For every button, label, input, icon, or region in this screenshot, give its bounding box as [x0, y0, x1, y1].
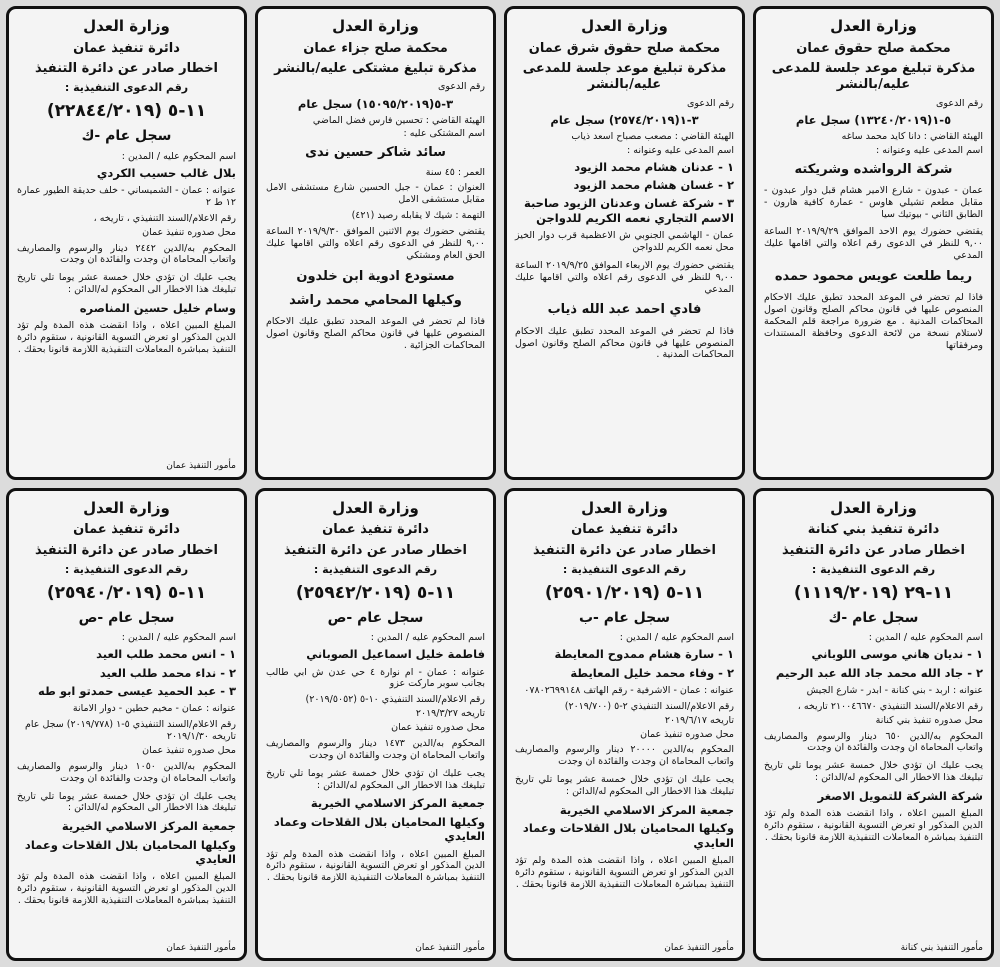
defendant-address: العنوان : عمان - جبل الحسين شارع مستشفى الامل مقابل مستشفى الامل: [266, 182, 485, 206]
defendant-label: اسم المشتكى عليه :: [403, 128, 485, 140]
defendant-name: ٣ - عبد الحميد عيسى حمدتو ابو طه: [38, 683, 236, 698]
case-number: ١١-٥ (٢٥٩٠١/٢٠١٩): [544, 582, 705, 603]
case-number: ١١-٥ (٢٢٨٤٤/٢٠١٩): [46, 101, 207, 121]
warning-text: المبلغ المبين اعلاه ، واذا انقضت هذه المدة ولم تؤد الدين المذكور او تعرض التسوية القانونية ، ستقوم دائرة التنفيذ بمباشرة المعاملات التنفيذية اللازمة قانونا بحقك .: [17, 871, 236, 907]
amount-text: المحكوم به/الدين ٢٤٤٢ دينار والرسوم والمصاريف واتعاب المحاماة ان وجدت والفائدة ان وجدت: [17, 242, 236, 266]
defendant-name: ٢ - نداء محمد طلب العيد: [99, 665, 236, 680]
case-number: ٣-٥(١٥٠٩٥/٢٠١٩) سجل عام: [297, 97, 454, 112]
document-label: رقم الاعلام/السند التنفيذي ٥-١ (٢٠١٩/٧٧٨) سجل عام تاريخه ٢٠١٩/١/٣٠: [24, 719, 236, 742]
department-name: دائرة تنفيذ عمان: [322, 522, 429, 538]
defendant-address: عنوانه : عمان - مخيم حطين - دوار الامانة: [72, 703, 236, 715]
register-label: سجل عام -ك: [81, 128, 172, 145]
department-name: دائرة تنفيذ عمان: [73, 40, 180, 56]
document-date: تاريخه ٢٠١٩/٣/٢٧: [415, 708, 485, 720]
defendant-name: بلال غالب حسيب الكردي: [96, 165, 236, 180]
case-number: ١١-٢٩ (١١١٩/٢٠١٩): [793, 582, 954, 603]
department-name: دائرة تنفيذ بني كنانة: [807, 522, 940, 538]
defendant-address: عنوانه : عمان - ام نوارة ٤ حي عدن ش ابي طالب بجانب سوبر ماركت عزو: [266, 666, 485, 690]
case-label: رقم الدعوى التنفيذية :: [313, 562, 438, 576]
defendant-name: ٢ - جاد الله محمد جاد الله عبد الرحيم: [775, 665, 983, 680]
case-number: ١١-٥ (٢٥٩٤٢/٢٠١٩): [295, 582, 456, 603]
judge-line: الهيئة القاضي : تحسين فارس فضل الماضي: [312, 114, 485, 126]
agent-name: وكيلها المحاميان بلال القلاحات وعماد العايدي: [273, 814, 485, 844]
defendant-label: اسم المحكوم عليه / المدين :: [121, 150, 236, 162]
defendant-name: ١ - انس محمد طلب العيد: [96, 647, 236, 662]
officer-signature: مأمور التنفيذ عمان: [664, 942, 734, 953]
creditor-name: جمعية المركز الاسلامي الخيرية: [310, 796, 485, 811]
ministry-title: وزارة العدل: [581, 17, 668, 35]
case-number: ٣-١(٢٥٧٤/٢٠١٩) سجل عام: [550, 113, 699, 128]
case-label: رقم الدعوى التنفيذية :: [811, 562, 936, 576]
defendant-name: ١ - سارة هشام ممدوح المعايطة: [554, 647, 734, 662]
ministry-title: وزارة العدل: [83, 17, 170, 35]
issue-place: محل صدوره تنفيذ عمان: [142, 744, 236, 756]
judge-line: الهيئة القاضي : مصعب مصباح اسعد ذياب: [571, 130, 734, 142]
warning-text: فاذا لم تحضر في الموعد المحدد تطبق عليك الاحكام المنصوص عليها في قانون محاكم الصلح وقانون اصول المحاكمات المدنية . مع ضرورة مراجعة قلم المحكمة لاستلام نسخة من لائحة الدعوى وحافظة المستندات ومرفقاتها: [764, 292, 983, 351]
hearing-text: يقتضي حضورك يوم الاحد الموافق ٢٠١٩/٩/٢٩ الساعة ٩,٠٠ للنظر في الدعوى رقم اعلاه والتي اقامها عليك المدعي: [764, 226, 983, 262]
defendant-label: اسم المحكوم عليه / المدين :: [121, 632, 236, 644]
warning-text: فاذا لم تحضر في الموعد المحدد تطبق عليك الاحكام المنصوص عليها في قانون محاكم الصلح وقانون اصول المحاكمات الجزائية .: [266, 316, 485, 351]
defendant-address: عمان - الهاشمي الجنوبي ش الاعظمية قرب دوار الخيز محل نعمه الكريم للدواجن: [515, 230, 734, 253]
demand-text: يجب عليك ان تؤدي خلال خمسة عشر يوما تلي تاريخ تبليغك هذا الاخطار الى المحكوم له/الدائن :: [764, 760, 983, 784]
issue-place: محل صدوره تنفيذ بني كنانة: [875, 714, 983, 726]
officer-signature: مأمور التنفيذ عمان: [166, 942, 236, 953]
defendant-address: عمان - عبدون - شارع الامير هشام قبل دوار عبدون - مقابل مطعم تشيلي هاوس - عمارة كافية هارون - الطابق الثاني - بيوتيك سيا: [764, 184, 983, 220]
register-label: سجل عام -ك: [828, 609, 919, 626]
defendant-address: عنوانه : اربد - بني كنانة - ابدر - شارع الجيش: [806, 684, 983, 696]
case-number: ١١-٥ (٢٥٩٤٠/٢٠١٩): [46, 582, 207, 603]
notice-subject: اخطار صادر عن دائرة التنفيذ: [781, 542, 966, 558]
defendant-label: اسم المحكوم عليه / المدين :: [619, 632, 734, 644]
ministry-title: وزارة العدل: [332, 498, 419, 517]
document-label: رقم الاعلام/السند التنفيذي ٢-٥ (٢٠١٩/٧٠٠): [564, 700, 734, 712]
register-label: سجل عام -ب: [578, 609, 671, 626]
warning-text: المبلغ المبين اعلاه ، واذا انقضت هذه المدة ولم تؤد الدين المذكور او تعرض التسوية القانونية ، ستقوم دائرة التنفيذ بمباشرة المعاملات التنفيذية اللازمة قانونا بحقك .: [17, 320, 236, 356]
notice-card: [504, 488, 745, 962]
officer-signature: مأمور التنفيذ بني كنانة: [900, 942, 983, 953]
case-label: رقم الدعوى التنفيذية :: [64, 562, 189, 576]
case-label: رقم الدعوى التنفيذية :: [562, 562, 687, 576]
notice-subject: اخطار صادر عن دائرة التنفيذ: [34, 61, 219, 76]
department-name: دائرة تنفيذ عمان: [73, 522, 180, 538]
demand-text: يجب عليك ان تؤدي خلال خمسة عشر يوما تلي تاريخ تبليغك هذا الاخطار الى المحكوم له/الدائن :: [17, 272, 236, 296]
warning-text: المبلغ المبين اعلاه ، واذا انقضت هذه المدة ولم تؤد الدين المذكور او تعرض التسوية القانونية ، ستقوم دائرة التنفيذ بمباشرة المعاملات التنفيذية اللازمة قانونا بحقك .: [764, 808, 983, 844]
ministry-title: وزارة العدل: [332, 17, 419, 35]
case-label: رقم الدعوى: [935, 97, 983, 109]
defendant-name: ١ - نديان هاني موسى اللوباني: [811, 647, 983, 662]
ministry-title: وزارة العدل: [83, 498, 170, 517]
hearing-text: يقتضي حضورك يوم الاربعاء الموافق ٢٠١٩/٩/٢٥ الساعة ٩,٠٠ للنظر في الدعوى رقم اعلاه والتي اقامها عليك المدعي: [515, 259, 734, 295]
agent-name: وكيلها المحاميان بلال القلاحات وعماد العايدي: [522, 821, 734, 850]
amount-text: المحكوم به/الدين ١٤٧٣ دينار والرسوم والمصاريف واتعاب المحاماة ان وجدت والفائدة ان وجدت: [266, 737, 485, 761]
defendant-name: فاطمة خليل اسماعيل الصوباني: [306, 647, 485, 662]
document-label: رقم الاعلام/السند التنفيذي ١٠-٥ (٢٠١٩/٥٠٥٢): [305, 694, 485, 706]
ministry-title: وزارة العدل: [830, 498, 917, 517]
notice-card: [753, 6, 994, 480]
notice-card: [255, 6, 496, 480]
notice-subject: اخطار صادر عن دائرة التنفيذ: [283, 542, 468, 558]
demand-text: يجب عليك ان تؤدي خلال خمسة عشر يوما تلي تاريخ تبليغك هذا الاخطار الى المحكوم له/الدائن :: [17, 790, 236, 814]
notice-card: [753, 488, 994, 962]
creditor-name: وسام خليل حسين المناصره: [79, 301, 236, 315]
issue-place: محل صدوره تنفيذ عمان: [391, 722, 485, 733]
ministry-title: وزارة العدل: [581, 498, 668, 517]
amount-text: المحكوم به/الدين ٦٥٠ دينار والرسوم والمصاريف واتعاب المحاماة ان وجدت والفائدة ان وجدت: [764, 730, 983, 754]
issue-place: محل صدوره تنفيذ عمان: [640, 728, 734, 740]
defendant-name: سائد شاكر حسين ندى: [305, 145, 446, 161]
officer-signature: مأمور التنفيذ عمان: [166, 461, 236, 472]
creditor-name: جمعية المركز الاسلامي الخيرية: [61, 819, 236, 834]
notice-card: [504, 6, 745, 480]
case-label: رقم الدعوى التنفيذية :: [64, 81, 189, 95]
defendant-name: ٣ - شركة غسان وعدنان الزيود صاحبة الاسم التجاري نعمه الكريم للدواجن: [524, 196, 734, 225]
defendant-label: اسم المدعى عليه وعنوانه :: [627, 144, 734, 156]
issue-place: محل صدوره تنفيذ عمان: [142, 226, 236, 238]
court-name: محكمة صلح حقوق شرق عمان: [528, 40, 721, 56]
register-label: سجل عام -ص: [327, 609, 424, 626]
defendant-label: اسم المحكوم عليه / المدين :: [370, 632, 485, 644]
notice-subject: اخطار صادر عن دائرة التنفيذ: [34, 542, 219, 558]
register-label: سجل عام -ص: [78, 609, 175, 626]
notice-card: [6, 488, 247, 962]
department-name: دائرة تنفيذ عمان: [571, 522, 678, 538]
warning-text: فاذا لم تحضر في الموعد المحدد تطبق عليك الاحكام المنصوص عليها في قانون محاكم الصلح وقانون اصول المحاكمات المدنية .: [515, 325, 734, 361]
warning-text: المبلغ المبين اعلاه ، واذا انقضت هذه المدة ولم تؤد الدين المذكور او تعرض التسوية القانونية ، ستقوم دائرة التنفيذ بمباشرة المعاملات التنفيذية اللازمة قانونا بحقك .: [515, 855, 734, 890]
court-name: محكمة صلح حقوق عمان: [796, 40, 951, 56]
creditor-name: جمعية المركز الاسلامي الخيرية: [559, 802, 734, 817]
ministry-title: وزارة العدل: [830, 17, 917, 35]
document-date: تاريخه ٢٠١٩/٦/١٧: [664, 714, 734, 726]
defendant-name: ٢ - غسان هشام محمد الزيود: [573, 177, 734, 192]
amount-text: المحكوم به/الدين ٢٠٠٠٠ دينار والرسوم والمصاريف واتعاب المحاماة ان وجدت والفائدة ان وجدت: [515, 744, 734, 768]
hearing-text: يقتضي حضورك يوم الاثنين الموافق ٢٠١٩/٩/٣٠ الساعة ٩,٠٠ للنظر في الدعوى رقم اعلاه والتي اقامها عليك الحق العام ومشتكي: [266, 226, 485, 261]
officer-signature: مأمور التنفيذ عمان: [415, 942, 485, 953]
plaintiff-name: مستودع ادوية ابن خلدون: [296, 268, 455, 284]
notice-subject: مذكرة تبليغ مشتكى عليه/بالنشر: [274, 61, 477, 76]
judge-line: الهيئة القاضي : دانا كايد محمد ساغه: [841, 130, 983, 142]
plaintiff-name: ريما طلعت عويس محمود حمده: [774, 269, 973, 284]
defendant-label: اسم المحكوم عليه / المدين :: [868, 632, 983, 644]
notice-card: [255, 488, 496, 962]
defendant-label: اسم المدعى عليه وعنوانه :: [876, 144, 983, 156]
case-label: رقم الدعوى: [686, 97, 734, 109]
defendant-name: شركة الرواشده وشريكته: [794, 161, 953, 177]
defendant-address: عنوانه : عمان - الشميساني - خلف حديقة الطيور عمارة ١٢ ط ٢: [17, 185, 236, 208]
defendant-name: ٢ - وفاء محمد خليل المعايطة: [570, 665, 734, 680]
case-number: ٥-١(١٣٢٤٠/٢٠١٩) سجل عام: [795, 113, 952, 128]
notice-card: [6, 6, 247, 480]
defendant-age: العمر : ٤٥ سنة: [425, 166, 485, 178]
document-label: رقم الاعلام/السند التنفيذي ، تاريخه ،: [93, 212, 236, 224]
notice-subject: مذكرة تبليغ موعد جلسة للمدعى عليه/بالنشر: [771, 61, 976, 93]
document-label: رقم الاعلام/السند التنفيذي ٢١٠٠٤٦٦٧٠ تاريخه ،: [797, 700, 983, 712]
court-name: محكمة صلح جزاء عمان: [303, 40, 448, 56]
defendant-address: عنوانه : عمان - الاشرفية - رقم الهاتف ٠٧٨٠٢٦٩٩١٤٨: [524, 684, 734, 696]
notice-subject: مذكرة تبليغ موعد جلسة للمدعى عليه/بالنشر: [522, 61, 727, 93]
case-label: رقم الدعوى: [437, 81, 485, 93]
charge-line: التهمة : شيك لا يقابله رصيد (٤٢١): [351, 210, 485, 222]
notice-subject: اخطار صادر عن دائرة التنفيذ: [532, 542, 717, 558]
plaintiff-name: فادي احمد عبد الله ذياب: [547, 302, 702, 318]
defendant-name: ١ - عدنان هشام محمد الزيود: [574, 159, 734, 174]
demand-text: يجب عليك ان تؤدي خلال خمسة عشر يوما تلي تاريخ تبليغك هذا الاخطار الى المحكوم له/الدائن :: [515, 774, 734, 797]
demand-text: يجب عليك ان تؤدي خلال خمسة عشر يوما تلي تاريخ تبليغك هذا الاخطار الى المحكوم له/الدائن :: [266, 767, 485, 791]
warning-text: المبلغ المبين اعلاه ، واذا انقضت هذه المدة ولم تؤد الدين المذكور او تعرض التسوية القانونية ، ستقوم دائرة التنفيذ بمباشرة المعاملات التنفيذية اللازمة قانونا بحقك .: [266, 848, 485, 884]
amount-text: المحكوم به/الدين ١٠٥٠ دينار والرسوم والمصاريف واتعاب المحاماة ان وجدت والفائدة ان وجدت: [17, 760, 236, 784]
creditor-name: شركة الشركة للتمويل الاصغر: [817, 789, 983, 803]
agent-name: وكيلها المحاميان بلال القلاحات وعماد العايدي: [24, 837, 236, 866]
agent-name: وكيلها المحامي محمد راشد: [289, 292, 462, 308]
